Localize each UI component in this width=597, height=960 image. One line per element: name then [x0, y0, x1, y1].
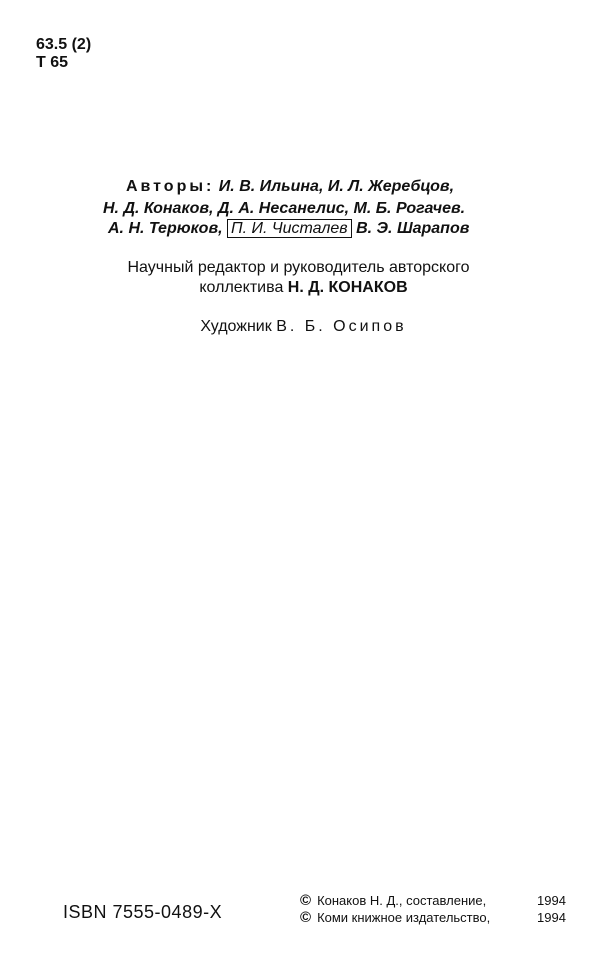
authors-names-3b: В. Э. Шарапов: [356, 220, 470, 237]
copyright-sign-icon: ©: [300, 892, 312, 909]
artist-line: [0, 317, 597, 337]
authors-line-2: [103, 200, 465, 218]
copyright-line-1: [300, 892, 580, 909]
authors-names-1: И. В. Ильина, И. Л. Жеребцов,: [218, 178, 455, 195]
copyright-year-1: 1994: [537, 893, 566, 908]
copyright-block: [300, 892, 580, 926]
editor-line-1: Научный редактор и руководитель авторского: [127, 259, 470, 276]
authors-line-3: [108, 220, 469, 238]
copyright-year-2: 1994: [537, 910, 566, 925]
editor-block: [0, 258, 597, 298]
editor-prefix: коллектива: [199, 279, 284, 296]
copyright-sign-icon: ©: [300, 909, 312, 926]
bbk-code: 63.5 (2): [36, 36, 92, 53]
boxed-author-name: П. И. Чисталев: [227, 219, 352, 238]
artist-name: В. Б. Осипов: [276, 318, 407, 335]
authors-line-1: [126, 178, 454, 196]
authors-names-3a: А. Н. Терюков,: [108, 220, 223, 237]
isbn: ISBN 7555-0489-X: [63, 902, 223, 922]
copyright-text-1: Конаков Н. Д., составление,: [317, 893, 487, 908]
authors-label: Авторы:: [126, 178, 215, 195]
authors-names-2: Н. Д. Конаков, Д. А. Несанелис, М. Б. Рогачев.: [103, 200, 466, 217]
bbk-cutter: Т 65: [36, 54, 69, 71]
copyright-line-2: [300, 909, 580, 926]
bbk-block: [36, 37, 91, 71]
editor-name: Н. Д. КОНАКОВ: [287, 279, 408, 296]
copyright-text-2: Коми книжное издательство,: [317, 910, 491, 925]
artist-label: Художник: [200, 318, 272, 335]
editor-line-2: [0, 278, 597, 298]
